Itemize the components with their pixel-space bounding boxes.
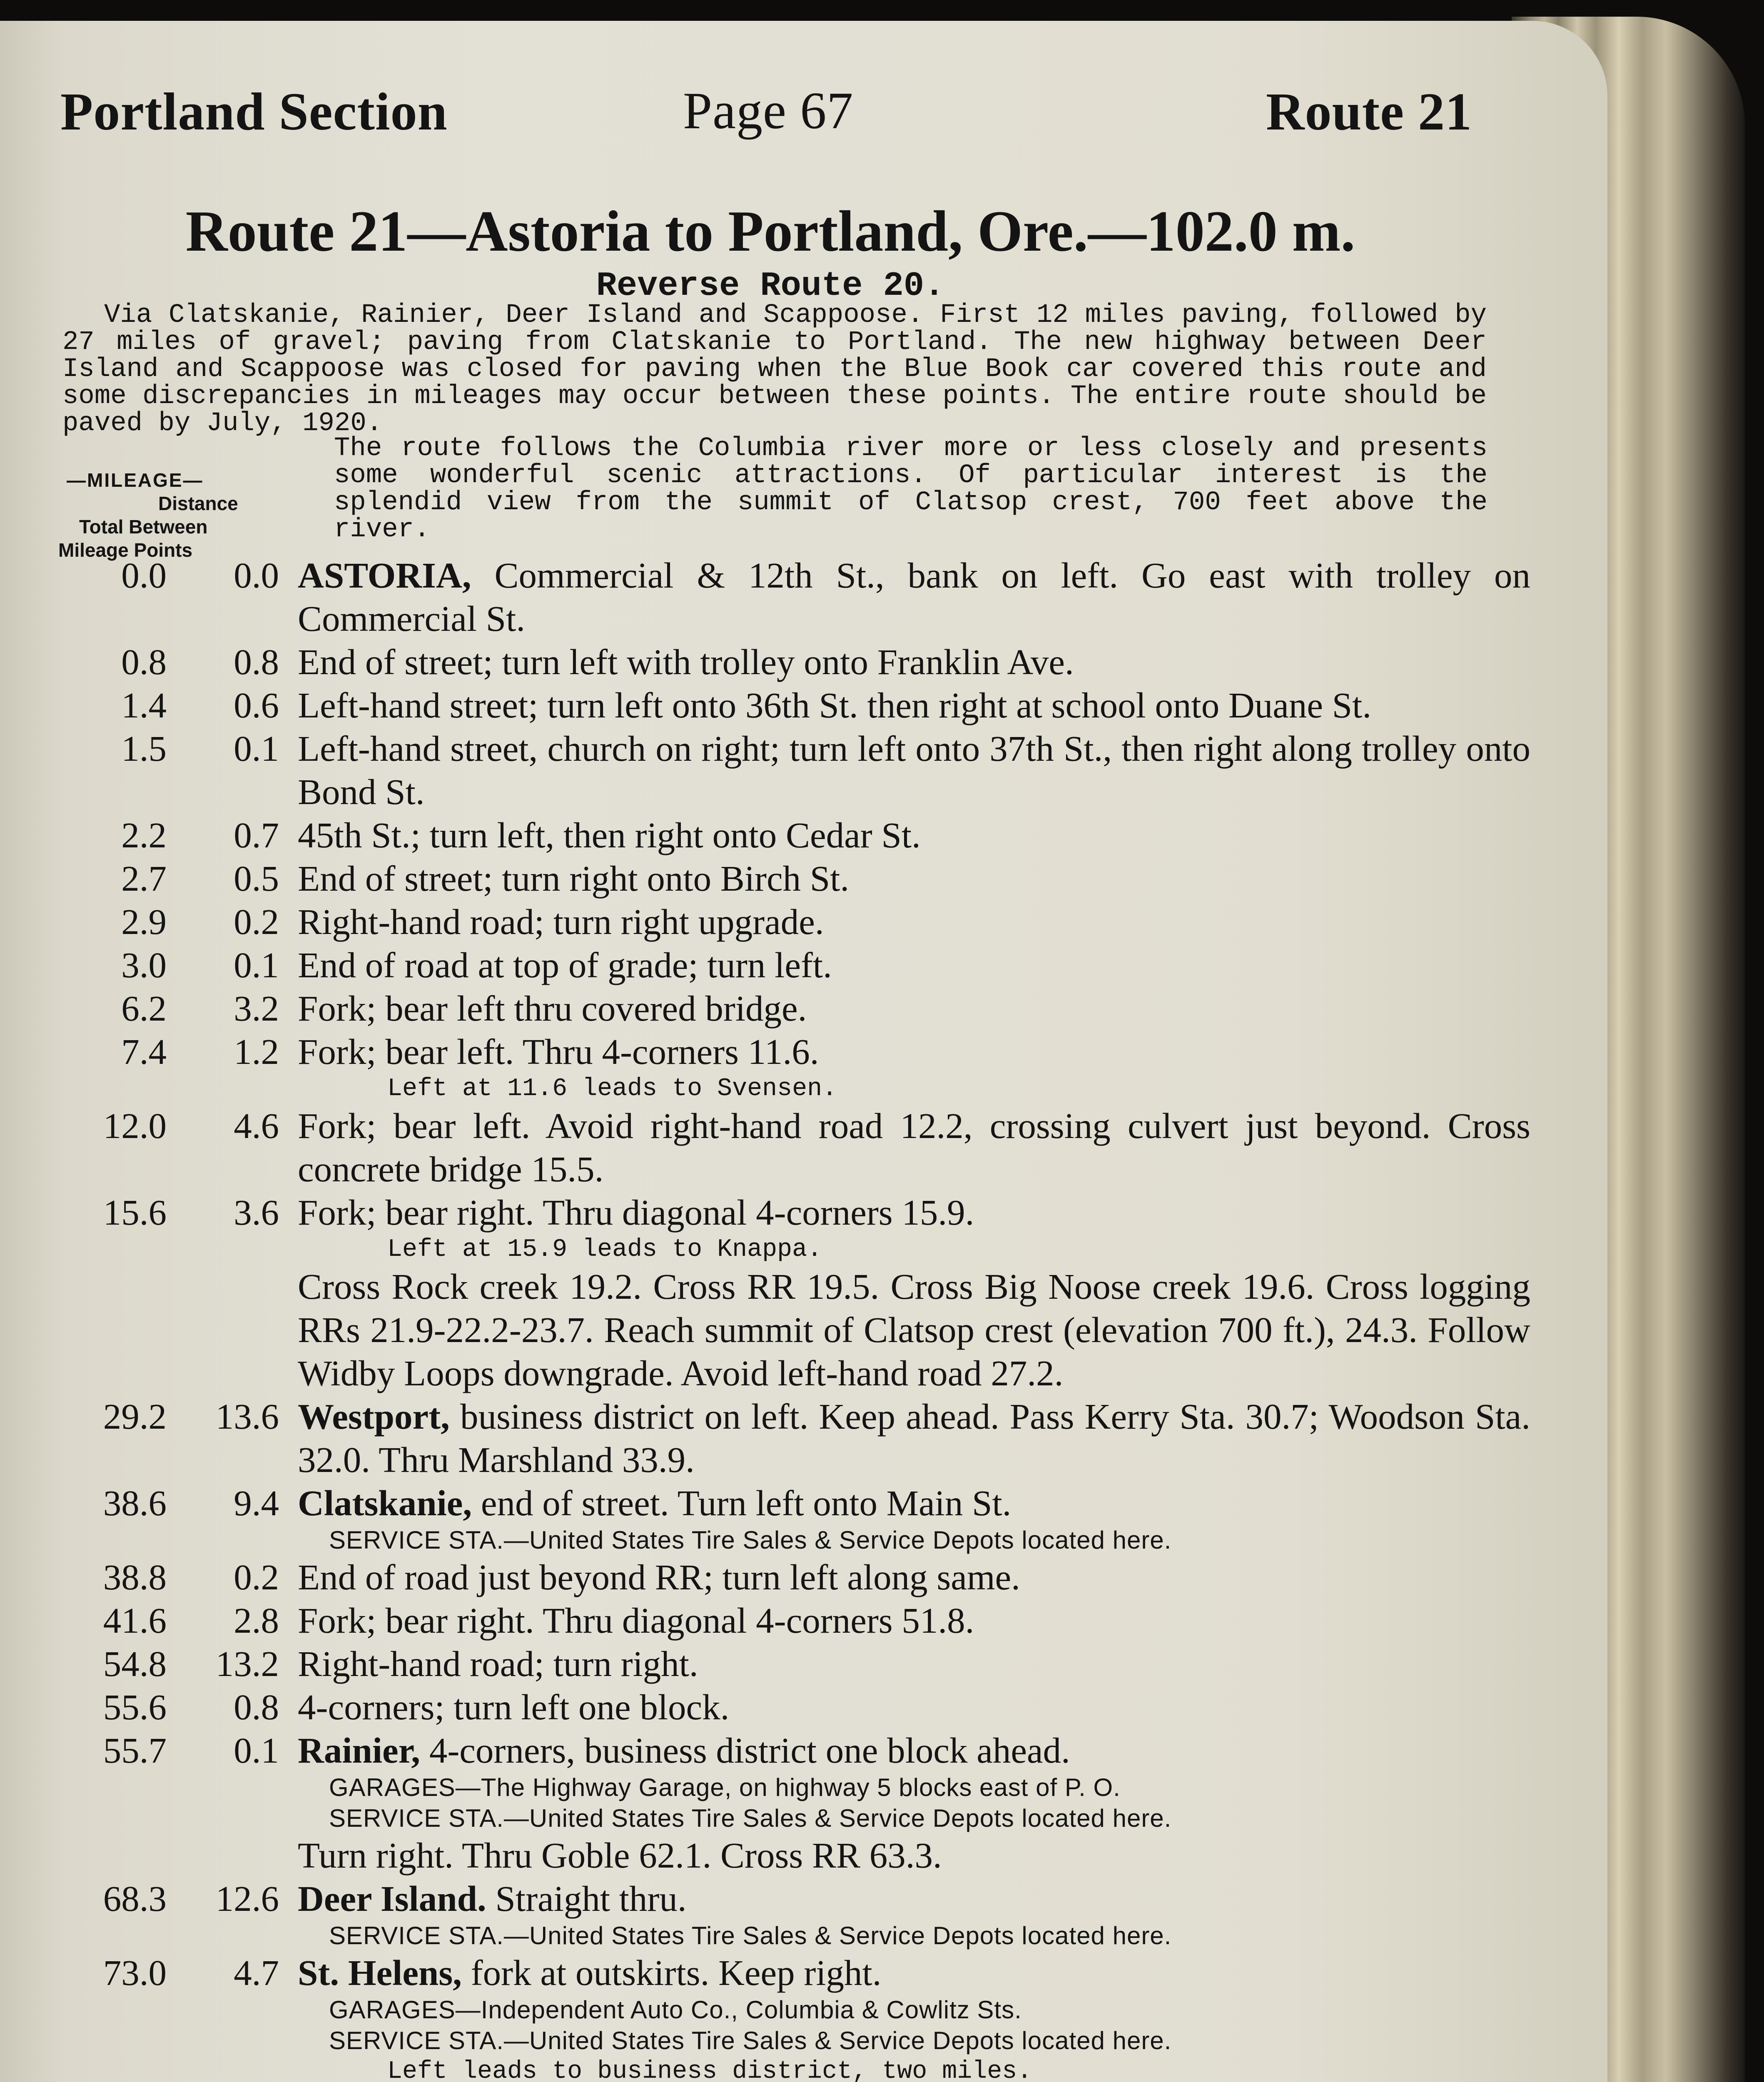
total-mileage: 73.0 <box>103 1952 167 1993</box>
distance-between: 0.7 <box>234 815 279 855</box>
route-entry <box>0 944 1541 987</box>
route-subtitle: Reverse Route 20. <box>596 266 945 305</box>
service-station-note: SERVICE STA.—United States Tire Sales & Service Depots located here. <box>329 1804 1172 1832</box>
note-knappa: Left at 15.9 leads to Knappa. <box>387 1235 822 1264</box>
distance-between: 4.7 <box>234 1952 279 1993</box>
entry-text: Left-hand street; turn left onto 36th St. then right at school onto Duane St. <box>298 685 1372 725</box>
entry-text: 45th St.; turn left, then right onto Cedar St. <box>298 815 921 855</box>
total-mileage: 54.8 <box>103 1644 167 1684</box>
route-entry <box>0 1642 1541 1686</box>
mileage-legend <box>58 468 267 562</box>
entry-text <box>298 1877 1530 1920</box>
total-mileage: 3.0 <box>121 945 167 985</box>
service-station-note: SERVICE STA.—United States Tire Sales & Service Depots located here. <box>329 2027 1172 2055</box>
total-mileage: 6.2 <box>121 988 167 1029</box>
distance-between: 0.8 <box>234 1687 279 1727</box>
total-mileage: 0.0 <box>121 555 167 595</box>
place-name: ASTORIA, <box>298 555 471 595</box>
total-mileage: 2.2 <box>121 815 167 855</box>
distance-between: 0.5 <box>234 858 279 899</box>
entry-text <box>298 1395 1530 1482</box>
direction-text: end of street. Turn left onto Main St. <box>472 1483 1012 1523</box>
distance-between: 0.1 <box>234 728 279 769</box>
business-district-note: Left leads to business district, two miles. <box>387 2057 1032 2082</box>
distance-heading: Distance <box>158 493 238 514</box>
total-mileage: 2.9 <box>121 902 167 942</box>
entry-text: Right-hand road; turn right. <box>298 1644 698 1684</box>
distance-between: 0.1 <box>234 945 279 985</box>
route-entry <box>0 1030 1541 1073</box>
route-entry <box>0 900 1541 944</box>
route-entry <box>0 1877 1541 1920</box>
total-between-heading: Total Between <box>79 516 208 538</box>
entry-text: Left-hand street, church on right; turn left onto 37th St., then right along trolley onto Bond St. <box>298 728 1530 812</box>
distance-between: 4.6 <box>234 1106 279 1146</box>
route-title: Route 21—Astoria to Portland, Ore.—102.0 m. <box>185 199 1355 264</box>
direction-text: Straight thru. <box>486 1878 687 1919</box>
direction-text: fork at outskirts. Keep right. <box>461 1952 882 1993</box>
route-entry <box>0 1395 1541 1482</box>
direction-text: business district on left. Keep ahead. Pass Kerry Sta. 30.7; Woodson Sta. 32.0. Thru Marshland 33.9. <box>298 1396 1530 1480</box>
route-entry <box>0 857 1541 900</box>
route-entry <box>0 1104 1541 1191</box>
total-mileage: 55.6 <box>103 1687 167 1727</box>
entry-text: Fork; bear left. Avoid right-hand road 12.2, crossing culvert just beyond. Cross concrete bridge 15.5. <box>298 1106 1530 1189</box>
distance-between: 13.6 <box>215 1396 279 1437</box>
distance-between: 2.8 <box>234 1600 279 1641</box>
route-entry <box>0 727 1541 814</box>
section-header: Portland Section <box>60 82 448 141</box>
entry-text: Fork; bear right. Thru diagonal 4-corners 15.9. <box>298 1192 974 1233</box>
distance-between: 0.2 <box>234 902 279 942</box>
route-entry <box>0 684 1541 727</box>
total-mileage: 68.3 <box>103 1878 167 1919</box>
garages-note: GARAGES—Independent Auto Co., Columbia & Cowlitz Sts. <box>329 1996 1022 2024</box>
clatsop-crest-paragraph: Cross Rock creek 19.2. Cross RR 19.5. Cross Big Noose creek 19.6. Cross logging RRs 21.9-22.2-23.7. Reach summit of Clatsop crest (elevation 700 ft.), 24.3. Follow Widby Loops downgrade. Avoid left-hand road 27.2. <box>298 1266 1530 1393</box>
distance-between: 0.6 <box>234 685 279 725</box>
mileage-heading: —MILEAGE— <box>67 469 204 491</box>
route-entry <box>0 1951 1541 1995</box>
route-entry <box>0 987 1541 1030</box>
entry-text: End of street; turn left with trolley onto Franklin Ave. <box>298 642 1074 682</box>
distance-between: 3.6 <box>234 1192 279 1233</box>
entry-text: Fork; bear left thru covered bridge. <box>298 988 807 1029</box>
entry-text: End of road just beyond RR; turn left along same. <box>298 1557 1020 1597</box>
garages-note: GARAGES—The Highway Garage, on highway 5 blocks east of P. O. <box>329 1773 1121 1801</box>
entry-text <box>298 1729 1530 1772</box>
route-entries <box>0 554 1541 2082</box>
entry-text: End of street; turn right onto Birch St. <box>298 858 850 899</box>
direction-text: Commercial & 12th St., bank on left. Go east with trolley on Commercial St. <box>298 555 1530 639</box>
place-name: Deer Island. <box>298 1878 486 1919</box>
route-description: The route follows the Columbia river more or less closely and presents some wonderful scenic attractions. Of particular interest is the splendid view from the summit of Clatsop crest, 700 feet above the river. <box>334 433 1487 545</box>
entry-text: Right-hand road; turn right upgrade. <box>298 902 824 942</box>
route-entry <box>0 554 1541 640</box>
total-mileage: 7.4 <box>121 1031 167 1072</box>
distance-between: 13.2 <box>215 1644 279 1684</box>
place-name: Rainier, <box>298 1730 421 1771</box>
note-svensen: Left at 11.6 leads to Svensen. <box>387 1075 837 1103</box>
route-entry <box>0 1191 1541 1234</box>
entry-text: 4-corners; turn left one block. <box>298 1687 730 1727</box>
total-mileage: 2.7 <box>121 858 167 899</box>
distance-between: 12.6 <box>215 1878 279 1919</box>
distance-between: 0.0 <box>234 555 279 595</box>
rainier-continuation: Turn right. Thru Goble 62.1. Cross RR 63.3. <box>298 1835 942 1875</box>
direction-text: 4-corners, business district one block ahead. <box>420 1730 1070 1771</box>
total-mileage: 12.0 <box>103 1106 167 1146</box>
route-entry <box>0 1482 1541 1525</box>
place-name: St. Helens, <box>298 1952 462 1993</box>
entry-text <box>298 1951 1530 1995</box>
distance-between: 0.8 <box>234 642 279 682</box>
total-mileage: 1.5 <box>121 728 167 769</box>
distance-between: 0.2 <box>234 1557 279 1597</box>
page-number: Page 67 <box>683 82 854 140</box>
entry-text <box>298 1482 1530 1525</box>
route-entry <box>0 814 1541 857</box>
mileage-points-heading: Mileage Points <box>58 539 193 561</box>
route-entry <box>0 1556 1541 1599</box>
distance-between: 3.2 <box>234 988 279 1029</box>
place-name: Westport, <box>298 1396 450 1437</box>
route-entry <box>0 1686 1541 1729</box>
total-mileage: 38.6 <box>103 1483 167 1523</box>
book-page <box>0 21 1607 2082</box>
entry-text: Fork; bear right. Thru diagonal 4-corners 51.8. <box>298 1600 974 1641</box>
entry-text <box>298 554 1530 640</box>
service-station-note: SERVICE STA.—United States Tire Sales & Service Depots located here. <box>329 1922 1172 1950</box>
total-mileage: 1.4 <box>121 685 167 725</box>
total-mileage: 41.6 <box>103 1600 167 1641</box>
total-mileage: 38.8 <box>103 1557 167 1597</box>
distance-between: 0.1 <box>234 1730 279 1771</box>
total-mileage: 55.7 <box>103 1730 167 1771</box>
route-header: Route 21 <box>1266 82 1472 141</box>
total-mileage: 15.6 <box>103 1192 167 1233</box>
total-mileage: 0.8 <box>121 642 167 682</box>
place-name: Clatskanie, <box>298 1483 472 1523</box>
route-intro: Via Clatskanie, Rainier, Deer Island and Scappoose. First 12 miles paving, followed by 27 miles of gravel; paving from Clatskanie to Portland. The new highway between Deer Island and Scappoose was closed for paving when the Blue Book car covered this route and some discrepancies in mileages may occur between these points. The entire route should be paved by July, 1920. <box>62 300 1487 438</box>
service-station-note: SERVICE STA.—United States Tire Sales & Service Depots located here. <box>329 1526 1172 1554</box>
entry-text: Fork; bear left. Thru 4-corners 11.6. <box>298 1031 819 1072</box>
route-entry <box>0 1729 1541 1772</box>
entry-text: End of road at top of grade; turn left. <box>298 945 832 985</box>
distance-between: 9.4 <box>234 1483 279 1523</box>
route-entry <box>0 1599 1541 1642</box>
route-entry <box>0 640 1541 684</box>
distance-between: 1.2 <box>234 1031 279 1072</box>
total-mileage: 29.2 <box>103 1396 167 1437</box>
